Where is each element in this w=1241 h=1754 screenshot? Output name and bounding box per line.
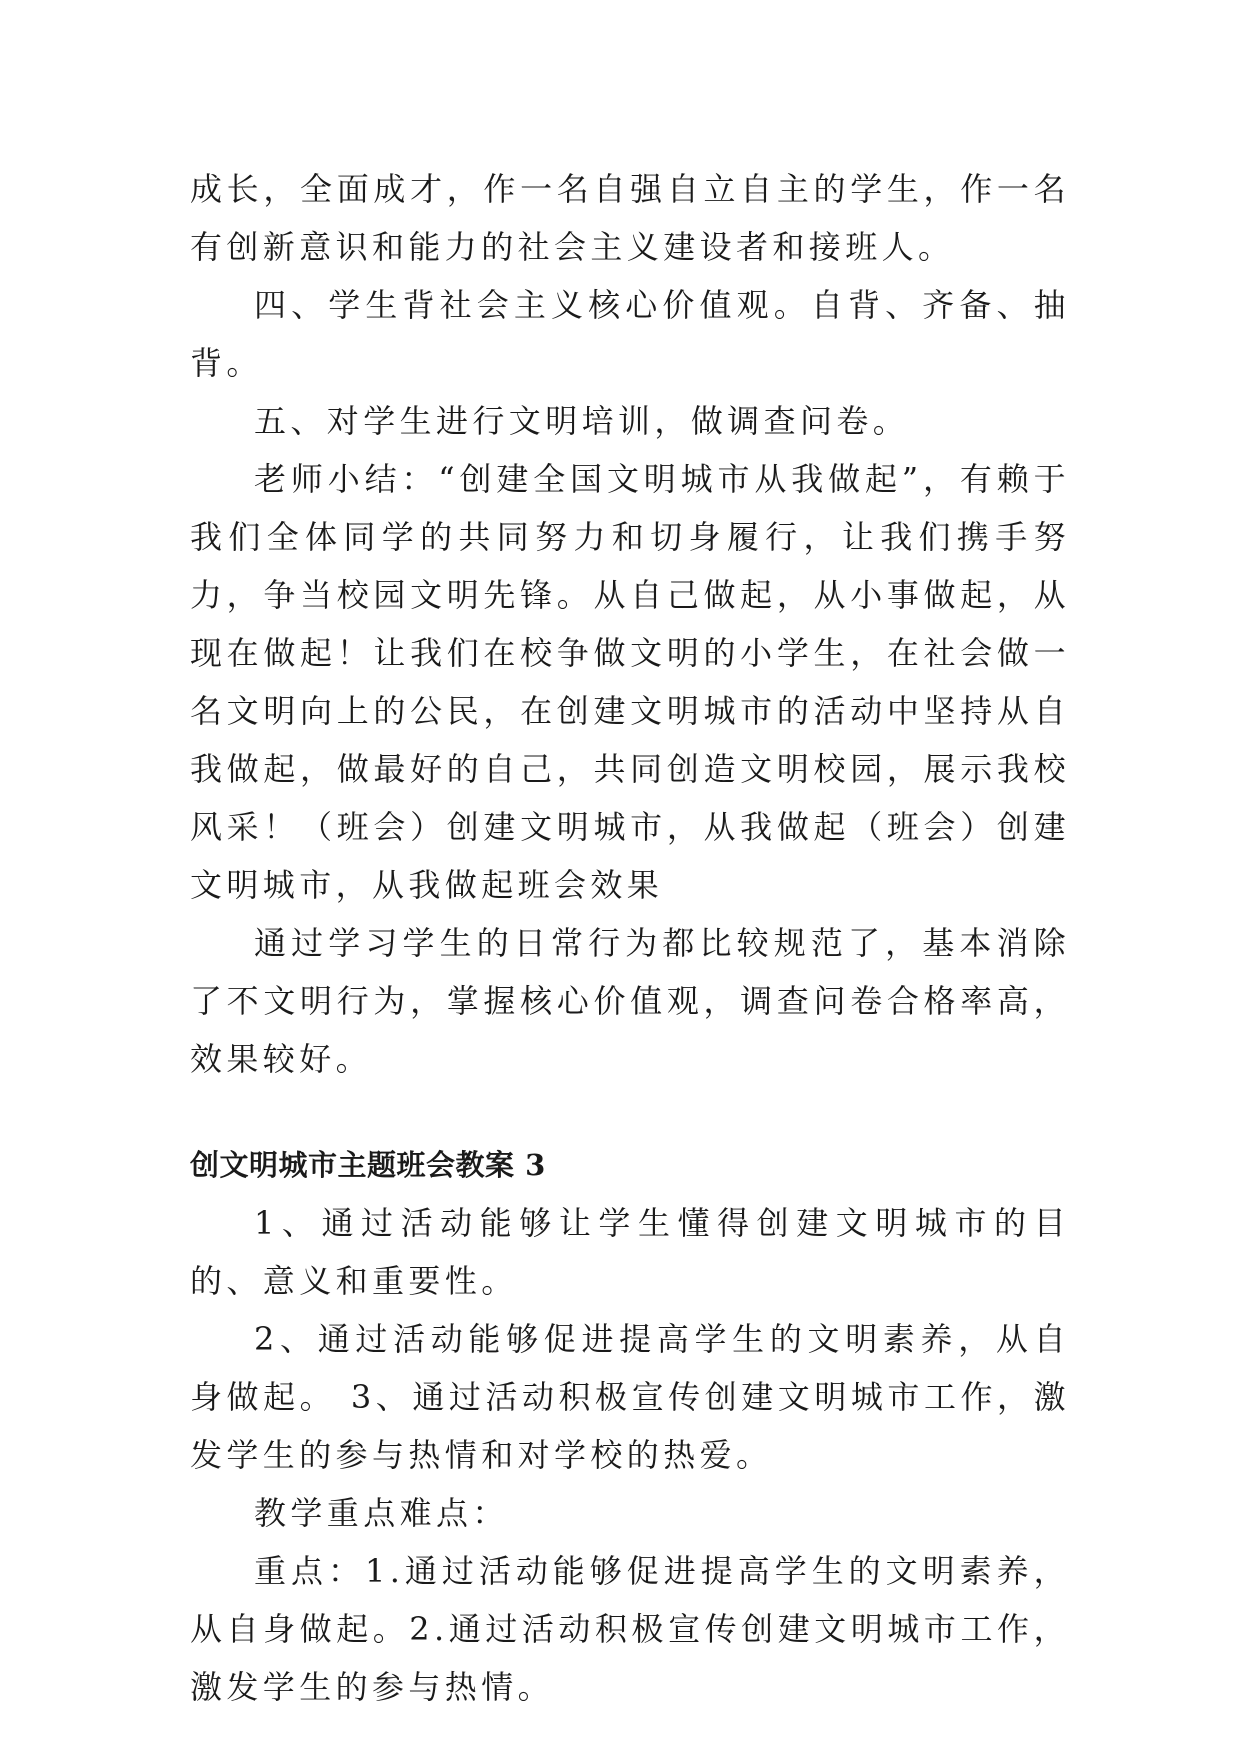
section-title: 创文明城市主题班会教案 3 (190, 1148, 546, 1182)
paragraph-objective-1: 1、通过活动能够让学生懂得创建文明城市的目的、意义和重要性。 (190, 1204, 1070, 1300)
paragraph-objective-2-3: 2、通过活动能够促进提高学生的文明素养，从自身做起。 3、通过活动积极宣传创建文明城市工作，激发学生的参与热情和对学校的热爱。 (190, 1320, 1070, 1474)
paragraph-core-values-recital: 四、学生背社会主义核心价值观。自背、齐备、抽背。 (190, 286, 1070, 382)
paragraph-key-points: 重点：1.通过活动能够促进提高学生的文明素养，从自身做起。2.通过活动积极宣传创建文明城市工作，激发学生的参与热情。 (190, 1552, 1070, 1706)
paragraph-civility-training: 五、对学生进行文明培训，做调查问卷。 (254, 402, 910, 440)
paragraph-key-points-heading: 教学重点难点： (254, 1494, 509, 1532)
paragraph-continued-growth: 成长，全面成才，作一名自强自立自主的学生，作一名有创新意识和能力的社会主义建设者和接班人。 (190, 170, 1070, 266)
paragraph-effect: 通过学习学生的日常行为都比较规范了，基本消除了不文明行为，掌握核心价值观，调查问卷合格率高，效果较好。 (190, 924, 1070, 1078)
paragraph-teacher-summary: 老师小结：“创建全国文明城市从我做起”，有赖于我们全体同学的共同努力和切身履行，让我们携手努力，争当校园文明先锋。从自己做起，从小事做起，从现在做起！让我们在校争做文明的小学生，在社会做一名文明向上的公民，在创建文明城市的活动中坚持从自我做起，做最好的自己，共同创造文明校园，展示我校风采！（班会）创建文明城市，从我做起（班会）创建文明城市，从我做起班会效果 (190, 460, 1070, 904)
document-body (190, 160, 1070, 1716)
